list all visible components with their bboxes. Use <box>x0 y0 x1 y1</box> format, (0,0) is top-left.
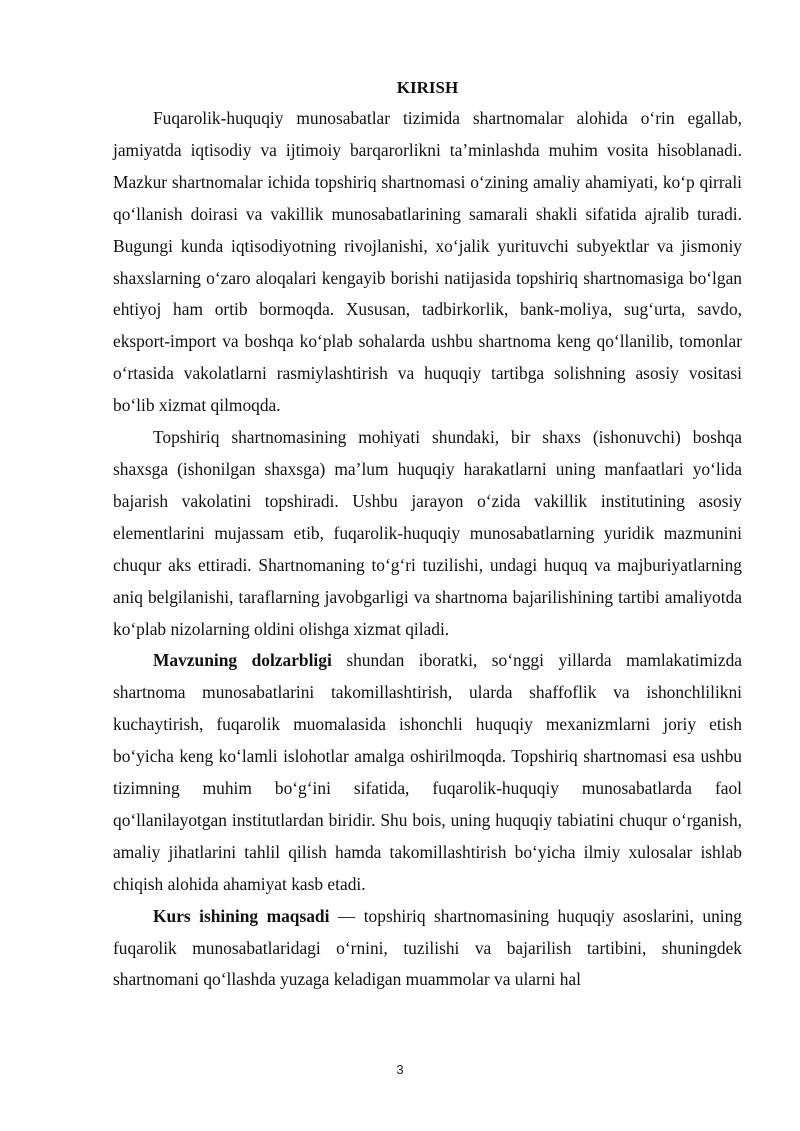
paragraph-relevance <box>113 645 742 900</box>
paragraph-essence <box>113 422 742 645</box>
paragraph-intro <box>113 103 742 422</box>
paragraph-text: Topshiriq shartnomasining mohiyati shundaki, bir shaxs (ishonuvchi) boshqa shaxsga (ishonilgan shaxsga) ma’lum huquqiy harakatlarni uning manfaatlari yo‘lida bajarish vakolatini topshiradi. Ushbu jarayon o‘zida vakillik institutining asosiy elementlarini mujassam etib, fuqarolik-huquqiy munosabatlarning yuridik mazmunini chuqur aks ettiradi. Shartnomaning to‘g‘ri tuzilishi, undagi huquq va majburiyatlarning aniq belgilanishi, taraflarning javobgarligi va shartnoma bajarilishining tartibi amaliyotda ko‘plab nizolarning oldini olishga xizmat qiladi. <box>113 427 742 639</box>
paragraph-text: Fuqarolik-huquqiy munosabatlar tizimida shartnomalar alohida o‘rin egallab, jamiyatda iqtisodiy va ijtimoiy barqarorlikni ta’minlashda muhim vosita hisoblanadi. Mazkur shartnomalar ichida topshiriq shartnomasi o‘zining amaliy ahamiyati, ko‘p qirrali qo‘llanish doirasi va vakillik munosabatlarining samarali shakli sifatida ajralib turadi. Bugungi kunda iqtisodiyotning rivojlanishi, xo‘jalik yurituvchi subyektlar va jismoniy shaxslarning o‘zaro aloqalari kengayib borishi natijasida topshiriq shartnomasiga bo‘lgan ehtiyoj ham ortib bormoqda. Xususan, tadbirkorlik, bank-moliya, sug‘urta, savdo, eksport-import va boshqa ko‘plab sohalarda ushbu shartnoma keng qo‘llanilib, tomonlar o‘rtasida vakolatlarni rasmiylashtirish va huquqiy tartibga solishning asosiy vositasi bo‘lib xizmat qilmoqda. <box>113 108 742 416</box>
paragraph-lead-bold: Mavzuning dolzarbligi <box>153 650 332 671</box>
paragraph-lead-bold: Kurs ishining maqsadi <box>153 905 330 926</box>
paragraph-text: shundan iboratki, so‘nggi yillarda mamlakatimizda shartnoma munosabatlarini takomillashtirish, ularda shaffoflik va ishonchlilikni kuchaytirish, fuqarolik muomalasida ishonchli huquqiy mexanizmlarni joriy etish bo‘yicha keng ko‘lamli islohotlar amalga oshirilmoqda. Topshiriq shartnomasi esa ushbu tizimning muhim bo‘g‘ini sifatida, fuqarolik-huquqiy munosabatlarda faol qo‘llanilayotgan institutlardan biridir. Shu bois, uning huquqiy tabiatini chuqur o‘rganish, amaliy jihatlarini tahlil qilish hamda takomillashtirish bo‘yicha ilmiy xulosalar ishlab chiqish alohida ahamiyat kasb etadi. <box>113 650 743 894</box>
page-number: 3 <box>396 1062 404 1077</box>
paragraph-goal <box>113 901 742 997</box>
document-page <box>113 76 742 996</box>
section-heading: KIRISH <box>396 78 459 97</box>
paragraph-text: — topshiriq shartnomasining huquqiy asoslarini, uning fuqarolik munosabatlaridagi o‘rnini, tuzilishi va bajarilish tartibini, shuningdek shartnomani qo‘llashda yuzaga keladigan muammolar va ularni hal <box>113 905 742 990</box>
